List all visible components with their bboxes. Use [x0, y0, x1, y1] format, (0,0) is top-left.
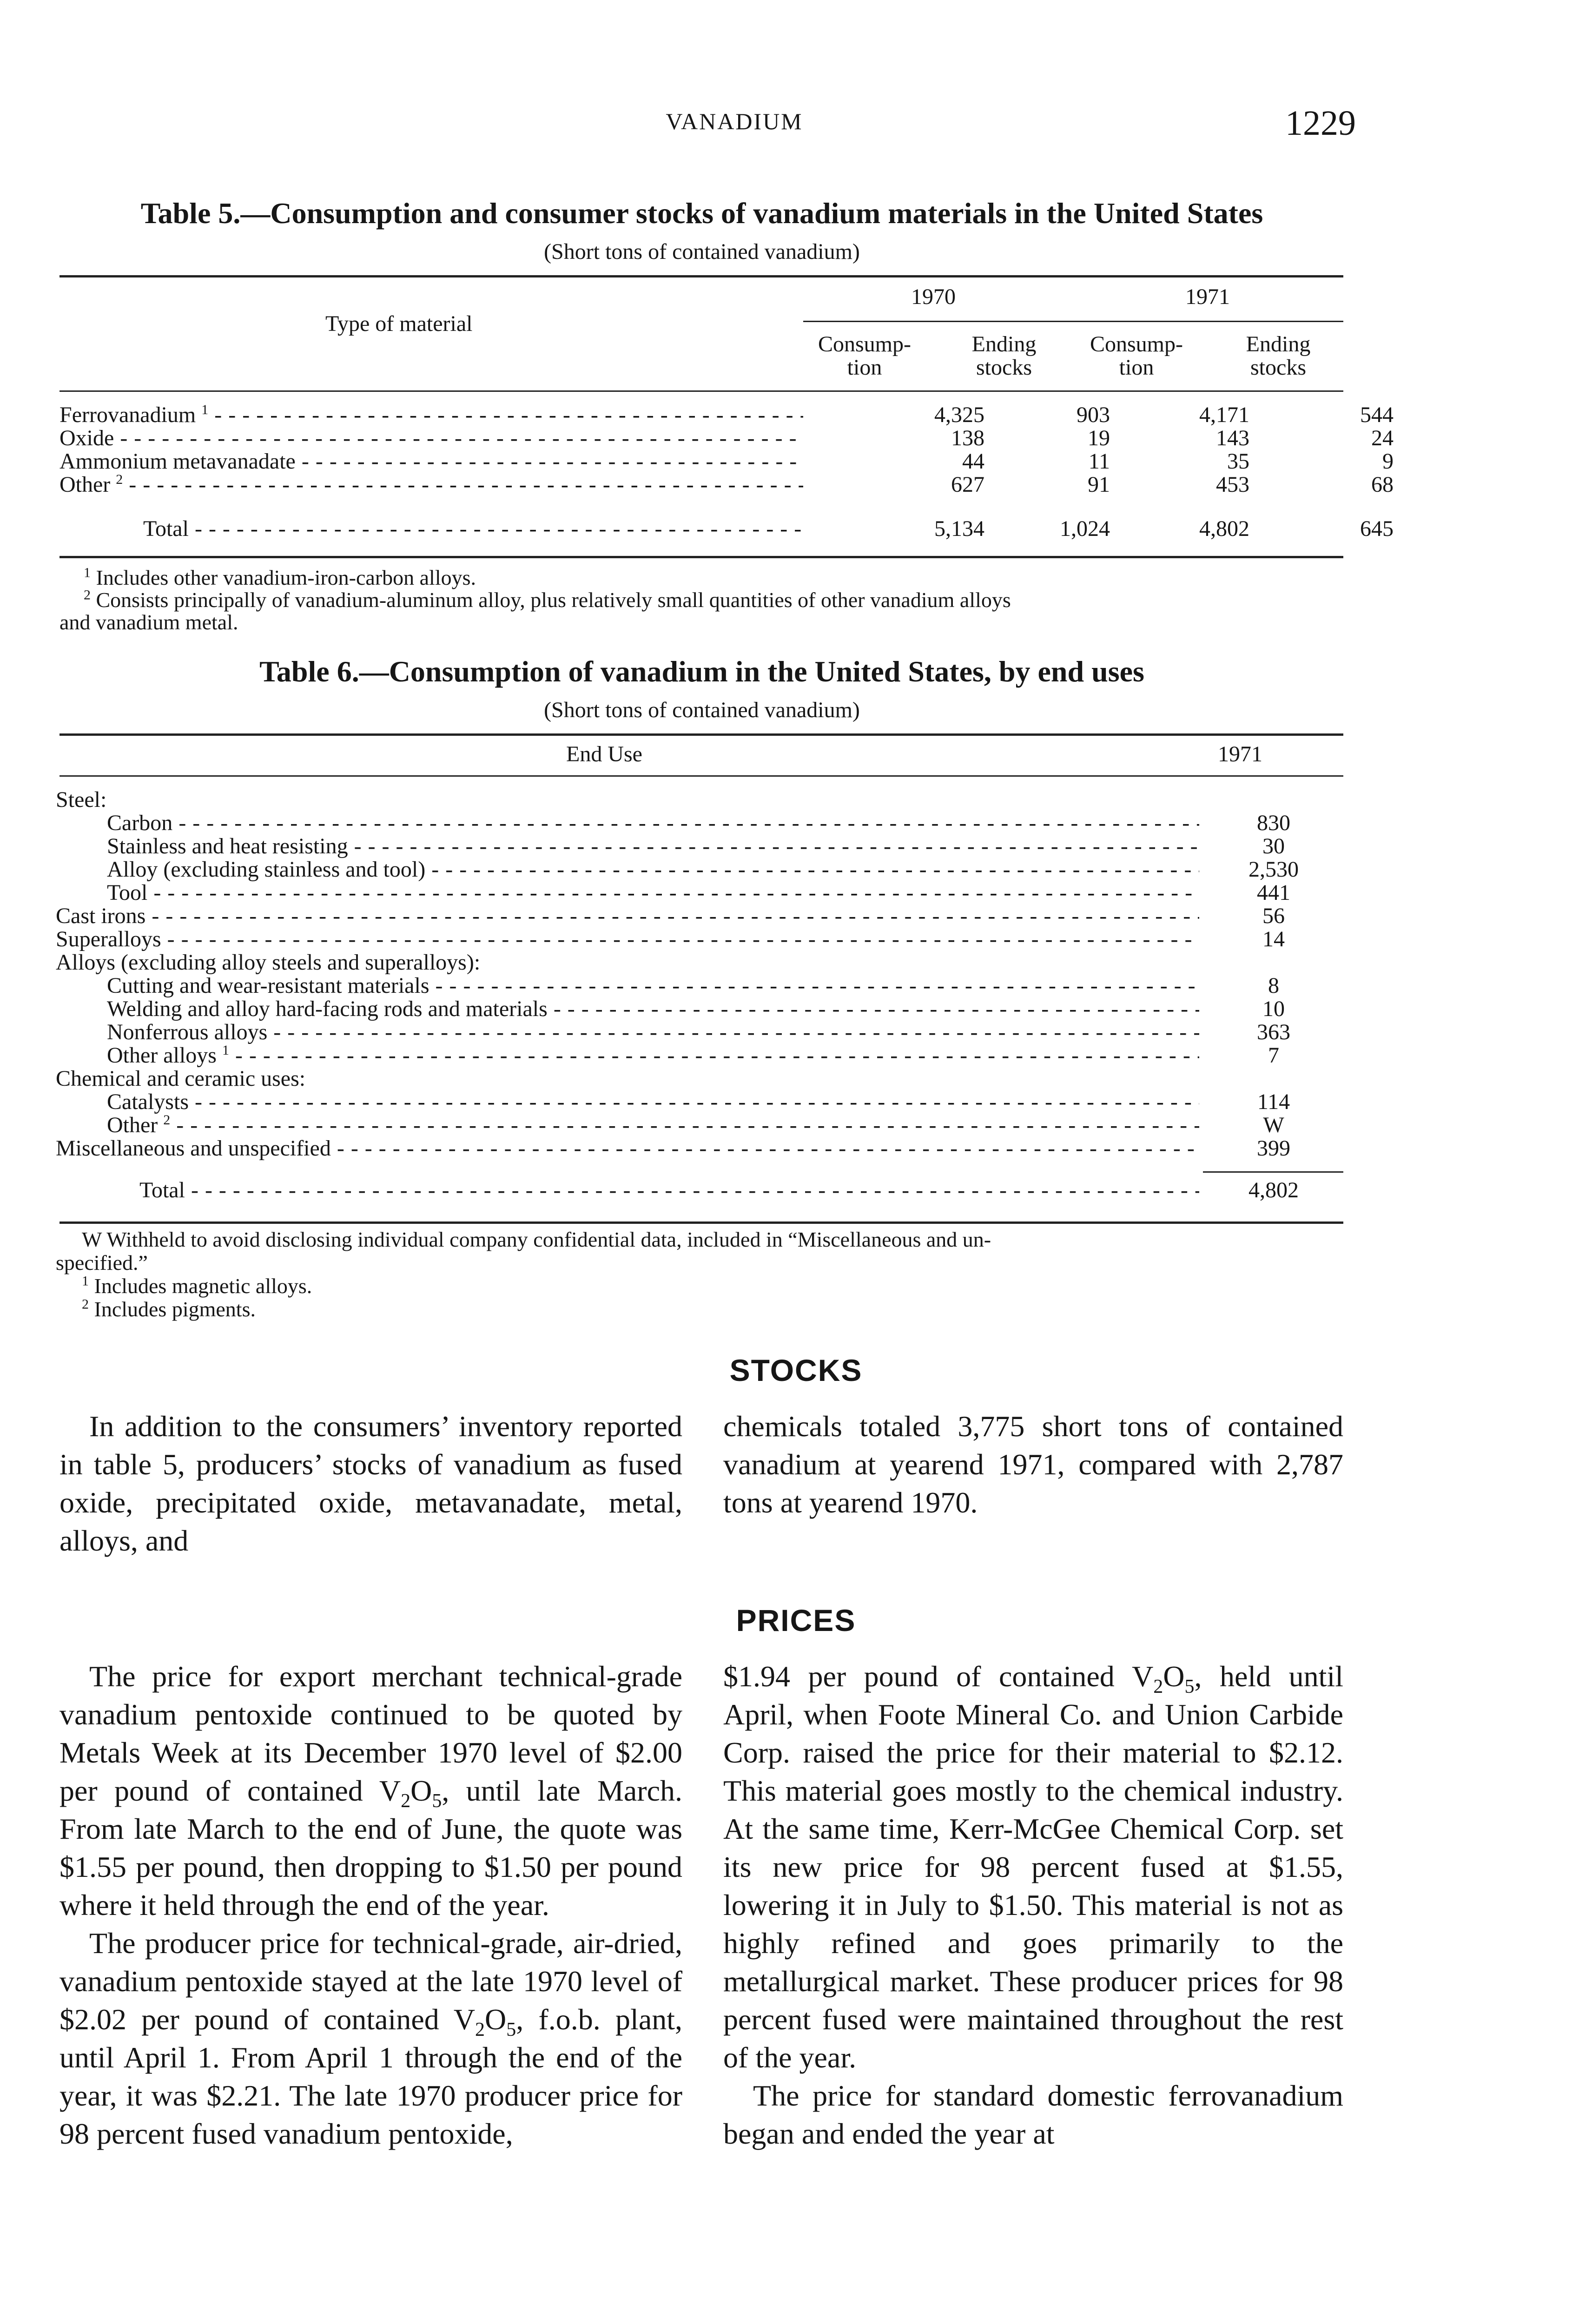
- row-label: Ferrovanadium $^1$ - - -: [59, 403, 803, 427]
- row-value: 30: [1262, 834, 1285, 858]
- cell-c71: 35: [1227, 449, 1249, 474]
- prices-left-column: [59, 1657, 682, 2153]
- row-value: 399: [1257, 1136, 1290, 1161]
- table-row: [56, 1067, 1343, 1090]
- table5-top-rule: [59, 275, 1343, 277]
- table5-footnote-2: $^2$ Consists principally of vanadium-aluminum alloy, plus relatively small quantities of other vanadium alloys: [84, 587, 1011, 612]
- row-label: Carbon - - -: [107, 812, 1199, 835]
- t5-sub-s71-2: stocks: [1250, 355, 1306, 380]
- table-row: [56, 951, 1343, 974]
- t5-sub-c71-1: Consump-: [1090, 332, 1183, 357]
- t5-sub-s70-2: stocks: [976, 355, 1032, 380]
- table6-title: Table 6.—Consumption of vanadium in the United States, by end uses: [259, 655, 1144, 688]
- table5-footnote-1: $^1$ Includes other vanadium-iron-carbon alloys.: [84, 565, 476, 589]
- cell-s70: 91: [1088, 472, 1110, 497]
- stocks-heading: STOCKS: [729, 1353, 863, 1387]
- table-row: [56, 1114, 1343, 1137]
- row-value: 14: [1262, 927, 1285, 951]
- row-value: 114: [1257, 1089, 1290, 1114]
- cell-s71: 544: [1360, 403, 1394, 427]
- table5-footnote-2-cont: and vanadium metal.: [59, 610, 238, 634]
- table5-subtitle: (Short tons of contained vanadium): [544, 239, 860, 264]
- total-label: Total - - -: [139, 1179, 1199, 1202]
- table-row: [59, 403, 1394, 427]
- row-label: Nonferrous alloys - - -: [107, 1021, 1199, 1044]
- table-row: [56, 1090, 1343, 1114]
- total-value: 4,802: [1248, 1178, 1299, 1202]
- table6-body: [56, 788, 1343, 1202]
- row-label: Tool - - -: [107, 881, 1199, 905]
- table6-subtitle: (Short tons of contained vanadium): [544, 698, 860, 722]
- cell-c70: 627: [951, 472, 984, 497]
- table5-body: [59, 403, 1394, 541]
- table5-year-rule: [803, 321, 1343, 322]
- row-label: Other $^2$ - - -: [59, 473, 803, 496]
- stocks-right-paragraph: chemicals totaled 3,775 short tons of contained vanadium at yearend 1971, compared with 2,787 tons at yearend 1970.: [723, 1410, 1343, 1519]
- row-label: Other alloys $^1$ - - -: [107, 1044, 1199, 1067]
- t5-sub-c70-2: tion: [847, 355, 882, 380]
- row-label: Stainless and heat resisting - - -: [107, 835, 1199, 858]
- cell-c70: 4,325: [934, 403, 984, 427]
- table-row: [59, 426, 1394, 450]
- row-label: Chemical and ceramic uses:: [56, 1066, 306, 1091]
- table-row: [56, 858, 1343, 881]
- table-row: [59, 449, 1394, 474]
- table-row: [56, 997, 1343, 1021]
- cell-s70: 19: [1088, 426, 1110, 450]
- table-row: [56, 812, 1343, 835]
- row-value: 7: [1268, 1043, 1279, 1068]
- cell-c71: 453: [1216, 472, 1249, 497]
- row-value: 363: [1257, 1020, 1290, 1044]
- row-value: 830: [1257, 811, 1290, 835]
- table-row: [56, 1021, 1343, 1044]
- row-label: Cutting and wear-resistant materials - - -: [107, 974, 1199, 997]
- row-value: 8: [1268, 973, 1279, 998]
- table6-total-rule: [1203, 1171, 1343, 1173]
- row-label: Alloy (excluding stainless and tool) - - -: [107, 858, 1199, 881]
- page-number: 1229: [1285, 104, 1356, 143]
- row-label: Cast irons - - -: [56, 905, 1199, 928]
- cell-c71: 4,171: [1199, 403, 1249, 427]
- row-value: 10: [1262, 997, 1285, 1021]
- table-total-row: [56, 1179, 1343, 1202]
- cell-s71: 68: [1371, 472, 1394, 497]
- table5-header-rule: [59, 390, 1343, 392]
- row-label: Welding and alloy hard-facing rods and materials - - -: [107, 997, 1199, 1021]
- table-row: [56, 1044, 1343, 1067]
- total-label: Total - - -: [143, 517, 803, 541]
- table5-title: Table 5.—Consumption and consumer stocks of vanadium materials in the United States: [140, 197, 1263, 230]
- table-row: [56, 974, 1343, 997]
- total-s70: 1,024: [1060, 516, 1110, 541]
- table6-top-rule: [59, 733, 1343, 736]
- cell-c70: 44: [962, 449, 984, 474]
- prices-left-paragraph-1: The price for export merchant technical-grade vanadium pentoxide continued to be quoted by Metals Week at its December 1970 level of $2.00 per pound of contained $V_2O_5$, until late March. From late March to the end of June, the quote was $1.55 per pound, then dropping to $1.50 per pound where it held through the end of the year.: [59, 1660, 683, 1921]
- table-row: [56, 905, 1343, 928]
- cell-s71: 24: [1371, 426, 1394, 450]
- row-value: 2,530: [1248, 857, 1299, 882]
- total-c71: 4,802: [1199, 516, 1249, 541]
- table6-footnote-w: W Withheld to avoid disclosing individual company confidential data, included in “Miscellaneous and un-: [82, 1228, 991, 1251]
- table-row: [56, 788, 1343, 812]
- row-label: Catalysts - - -: [107, 1090, 1199, 1114]
- total-s71: 645: [1360, 516, 1394, 541]
- stocks-left-paragraph: In addition to the consumers’ inventory reported in table 5, producers’ stocks of vanadium as fused oxide, precipitated oxide, metavanadate, metal, alloys, and: [59, 1410, 682, 1557]
- table5-bottom-rule: [59, 556, 1343, 558]
- row-label: Ammonium metavanadate - - -: [59, 450, 803, 473]
- row-label: Miscellaneous and unspecified - - -: [56, 1137, 1199, 1160]
- table6-footnote-w-cont: specified.”: [56, 1251, 148, 1274]
- row-label: Oxide - - -: [59, 427, 803, 450]
- t5-sub-s70-1: Ending: [971, 332, 1037, 357]
- cell-c70: 138: [951, 426, 984, 450]
- table5-header-1970: 1970: [911, 284, 956, 309]
- table5-header-1971: 1971: [1185, 284, 1230, 309]
- table5-header-type: Type of material: [325, 311, 473, 336]
- row-value: W: [1263, 1113, 1284, 1137]
- t5-sub-c70-1: Consump-: [818, 332, 911, 357]
- t5-sub-s71-1: Ending: [1246, 332, 1311, 357]
- cell-c71: 143: [1216, 426, 1249, 450]
- prices-right-paragraph-1: $1.94 per pound of contained $V_2O_5$, held until April, when Foote Mineral Co. and Union Carbide Corp. raised the price for their material to $2.12. This material goes mostly to the chemical industry. At the same time, Kerr-McGee Chemical Corp. set its new price for 98 percent fused at $1.55, lowering it in July to $1.50. This material is not as highly refined and goes primarily to the metallurgical market. These producer prices for 98 percent fused were maintained throughout the rest of the year.: [723, 1660, 1344, 2074]
- running-head: VANADIUM: [666, 108, 803, 134]
- prices-heading: PRICES: [736, 1603, 856, 1637]
- table6-header-use: End Use: [566, 742, 642, 766]
- row-value: 441: [1257, 880, 1290, 905]
- row-label: Other $^2$ - - -: [107, 1114, 1199, 1137]
- table6-footnote-1: $^1$ Includes magnetic alloys.: [82, 1273, 312, 1298]
- row-label: Alloys (excluding alloy steels and superalloys):: [56, 950, 481, 975]
- table-row: [56, 881, 1343, 905]
- table-row: [59, 472, 1394, 497]
- row-value: 56: [1262, 904, 1285, 928]
- cell-s70: 11: [1088, 449, 1110, 474]
- table-row: [56, 928, 1343, 951]
- t5-sub-c71-2: tion: [1119, 355, 1154, 380]
- table-total-row: [59, 516, 1394, 541]
- cell-s71: 9: [1382, 449, 1394, 474]
- prices-right-paragraph-2: The price for standard domestic ferrovanadium began and ended the year at: [723, 2079, 1343, 2150]
- row-label: Superalloys - - -: [56, 928, 1199, 951]
- table6-bottom-rule: [59, 1221, 1343, 1224]
- table-row: [56, 1137, 1343, 1160]
- prices-left-paragraph-2: The producer price for technical-grade, air-dried, vanadium pentoxide stayed at the late 1970 level of $2.02 per pound of contained $V_2O_5$, f.o.b. plant, until April 1. From April 1 through the end of the year, it was $2.21. The late 1970 producer price for 98 percent fused vanadium pentoxide,: [59, 1927, 683, 2150]
- total-c70: 5,134: [934, 516, 984, 541]
- table6-header-rule: [59, 775, 1343, 777]
- table6-footnote-2: $^2$ Includes pigments.: [82, 1296, 256, 1321]
- table6-header-year: 1971: [1218, 742, 1262, 766]
- table-row: [56, 835, 1343, 858]
- row-label: Steel:: [56, 787, 107, 812]
- cell-s70: 903: [1077, 403, 1110, 427]
- prices-right-column: [723, 1657, 1343, 2153]
